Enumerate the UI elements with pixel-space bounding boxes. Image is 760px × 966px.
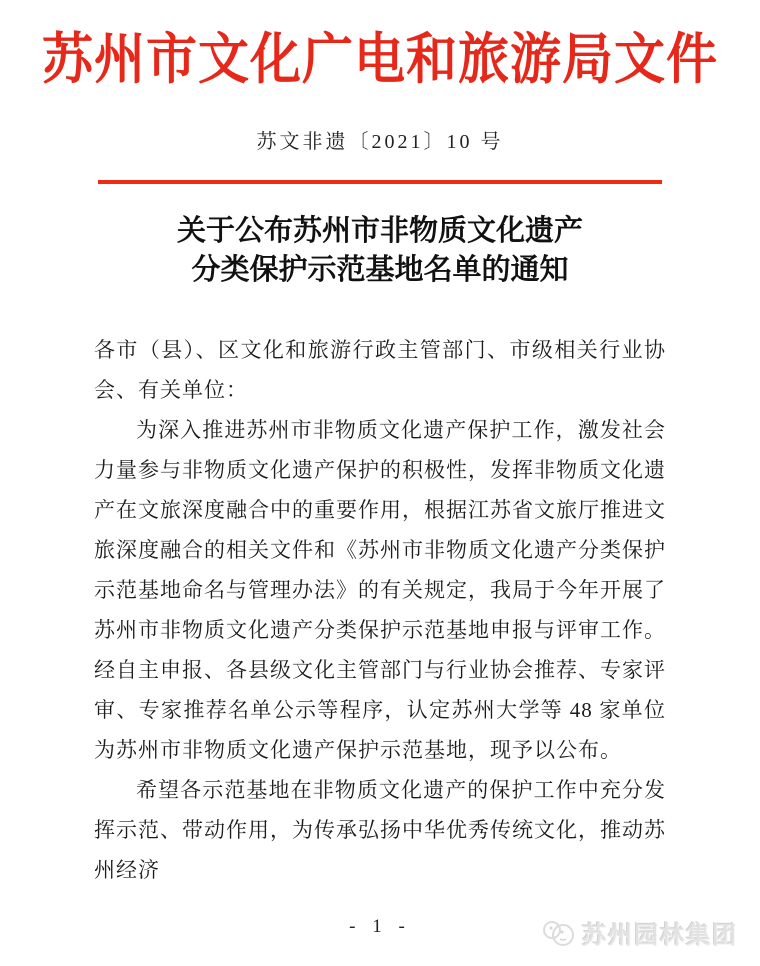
- masthead-title: 苏州市文化广电和旅游局文件: [41, 30, 718, 91]
- garden-group-logo-icon: [542, 919, 576, 947]
- document-number: 苏文非遗〔2021〕10 号: [256, 130, 504, 153]
- watermark: [542, 915, 738, 950]
- page-number: - 1 -: [349, 915, 411, 937]
- body-paragraph: 希望各示范基地在非物质文化遗产的保护工作中充分发挥示范、带动作用，为传承弘扬中华优秀传统文化，推动苏州经济: [94, 777, 666, 882]
- document-title: [0, 212, 760, 290]
- watermark-label: 苏州园林集团: [582, 922, 738, 949]
- document-title-line1: 关于公布苏州市非物质文化遗产: [176, 214, 583, 247]
- salutation-paragraph: 各市（县）、区文化和旅游行政主管部门、市级相关行业协会、有关单位：: [94, 337, 666, 402]
- body-paragraph: 为深入推进苏州市非物质文化遗产保护工作，激发社会力量参与非物质文化遗产保护的积极性，发挥非物质文化遗产在文旅深度融合中的重要作用，根据江苏省文旅厅推进文旅深度融合的相关文件和《苏州市非物质文化遗产分类保护示范基地命名与管理办法》的有关规定，我局于今年开展了苏州市非物质文化遗产分类保护示范基地申报与评审工作。经自主申报、各县级文化主管部门与行业协会推荐、专家评审、专家推荐名单公示等程序，认定苏州大学等 48 家单位为苏州市非物质文化遗产保护示范基地，现予以公布。: [94, 417, 666, 762]
- red-divider-rule: [98, 180, 662, 184]
- document-title-line2: 分类保护示范基地名单的通知: [191, 253, 569, 286]
- document-body: [94, 330, 666, 890]
